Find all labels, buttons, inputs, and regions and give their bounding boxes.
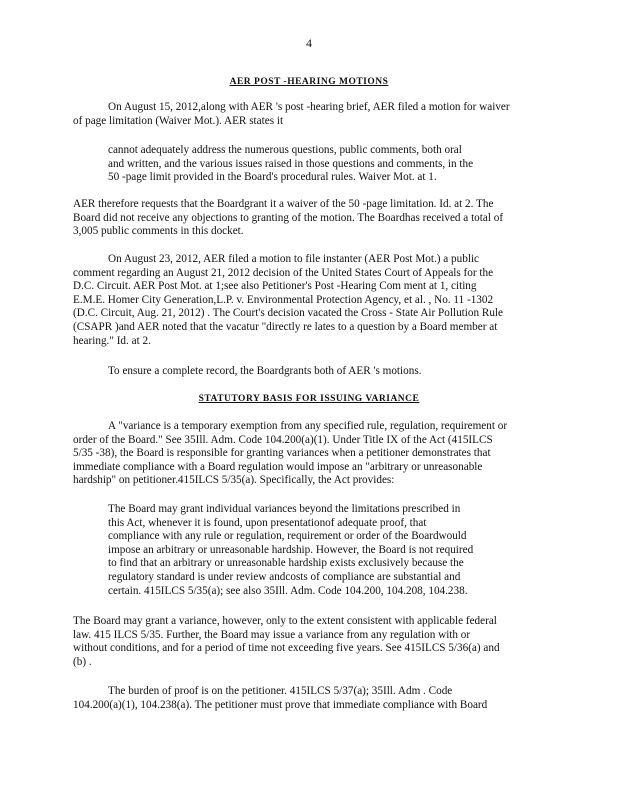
text-line: (D.C. Circuit, Aug. 21, 2012) . The Court's decision vacated the Cross - State Air Pollution Rule [73,307,503,320]
section-heading-post-hearing-motions [0,77,618,87]
text-line: 3,005 public comments in this docket. [73,225,244,238]
text-line: law. 415 ILCS 5/35. Further, the Board may issue a variance from any regulation with or [73,628,471,641]
section-heading-text: STATUTORY BASIS FOR ISSUING VARIANCE [198,394,420,404]
text-line: A "variance is a temporary exemption from any specified rule, regulation, requirement or [108,420,508,432]
paragraph-variance-definition [73,420,541,488]
paragraph-burden-of-proof [73,685,541,712]
text-line: D.C. Circuit. AER Post Mot. at 1;see also Petitioner's Post -Hearing Com ment at 1, citing [73,280,477,293]
section-heading-statutory-basis [0,394,618,404]
text-line: immediate compliance with a Board regulation would impose an "arbitrary or unreasonable [73,460,483,473]
text-line: To ensure a complete record, the Boardgrants both of AER 's motions. [108,365,422,377]
text-line: hardship" on petitioner.415ILCS 5/35(a). Specifically, the Act provides: [73,474,395,487]
text-line: 104.200(a)(1), 104.238(a). The petitioner must prove that immediate compliance with Board [73,698,488,711]
text-line: regulatory standard is under review andcosts of compliance are substantial and [108,570,461,583]
block-quote-act [108,503,500,598]
paragraph-post-motion [73,253,541,348]
paragraph-federal-law [73,615,541,669]
paragraph-waiver-motion [73,101,541,128]
text-line: certain. 415ILCS 5/35(a); see also 35Ill. Adm. Code 104.200, 104.208, 104.238. [108,584,468,597]
text-line: hearing." Id. at 2. [73,334,151,347]
text-line: of page limitation (Waiver Mot.). AER states it [73,114,284,127]
text-line: E.M.E. Homer City Generation,L.P. v. Environmental Protection Agency, et al. , No. 11 -1302 [73,293,494,306]
text-line: Board did not receive any objections to granting of the motion. The Boardhas received a total of [73,211,504,224]
text-line: AER therefore requests that the Boardgrant it a waiver of the 50 -page limitation. Id. at 2. The [73,198,494,210]
text-line: this Act, whenever it is found, upon presentationof adequate proof, that [108,516,427,529]
text-line: On August 23, 2012, AER filed a motion to file instanter (AER Post Mot.) a public [108,253,480,265]
text-line: order of the Board." See 35Ill. Adm. Code 104.200(a)(1). Under Title IX of the Act (415ILCS [73,433,493,446]
text-line: compliance with any rule or regulation, requirement or order of the Boardwould [108,530,467,543]
text-line: The burden of proof is on the petitioner. 415ILCS 5/37(a); 35Ill. Adm . Code [108,685,453,697]
text-line: (b) . [73,655,92,668]
block-quote-waiver [108,144,500,185]
page-number: 4 [306,36,312,50]
paragraph-waiver-request [73,198,541,239]
text-line: and written, and the various issues raised in those questions and comments, in the [108,157,474,170]
text-line: comment regarding an August 21, 2012 decision of the United States Court of Appeals for the [73,266,494,279]
paragraph-board-grants [73,365,541,379]
text-line: 50 -page limit provided in the Board's procedural rules. Waiver Mot. at 1. [108,171,437,184]
text-line: The Board may grant individual variances beyond the limitations prescribed in [108,503,461,515]
text-line: (CSAPR )and AER noted that the vacatur "directly re lates to a question by a Board member at [73,320,498,333]
text-line: impose an arbitrary or unreasonable hardship. However, the Board is not required [108,543,474,556]
text-line: The Board may grant a variance, however, only to the extent consistent with applicable federal [73,615,497,627]
text-line: cannot adequately address the numerous questions, public comments, both oral [108,144,462,156]
text-line: without conditions, and for a period of time not exceeding five years. See 415ILCS 5/36(a) and [73,642,500,655]
text-line: On August 15, 2012,along with AER 's post -hearing brief, AER filed a motion for waiver [108,101,510,113]
text-line: to find that an arbitrary or unreasonable hardship exists exclusively because the [108,557,464,570]
text-line: 5/35 -38), the Board is responsible for granting variances when a petitioner demonstrates that [73,447,491,460]
section-heading-text: AER POST -HEARING MOTIONS [229,77,389,87]
